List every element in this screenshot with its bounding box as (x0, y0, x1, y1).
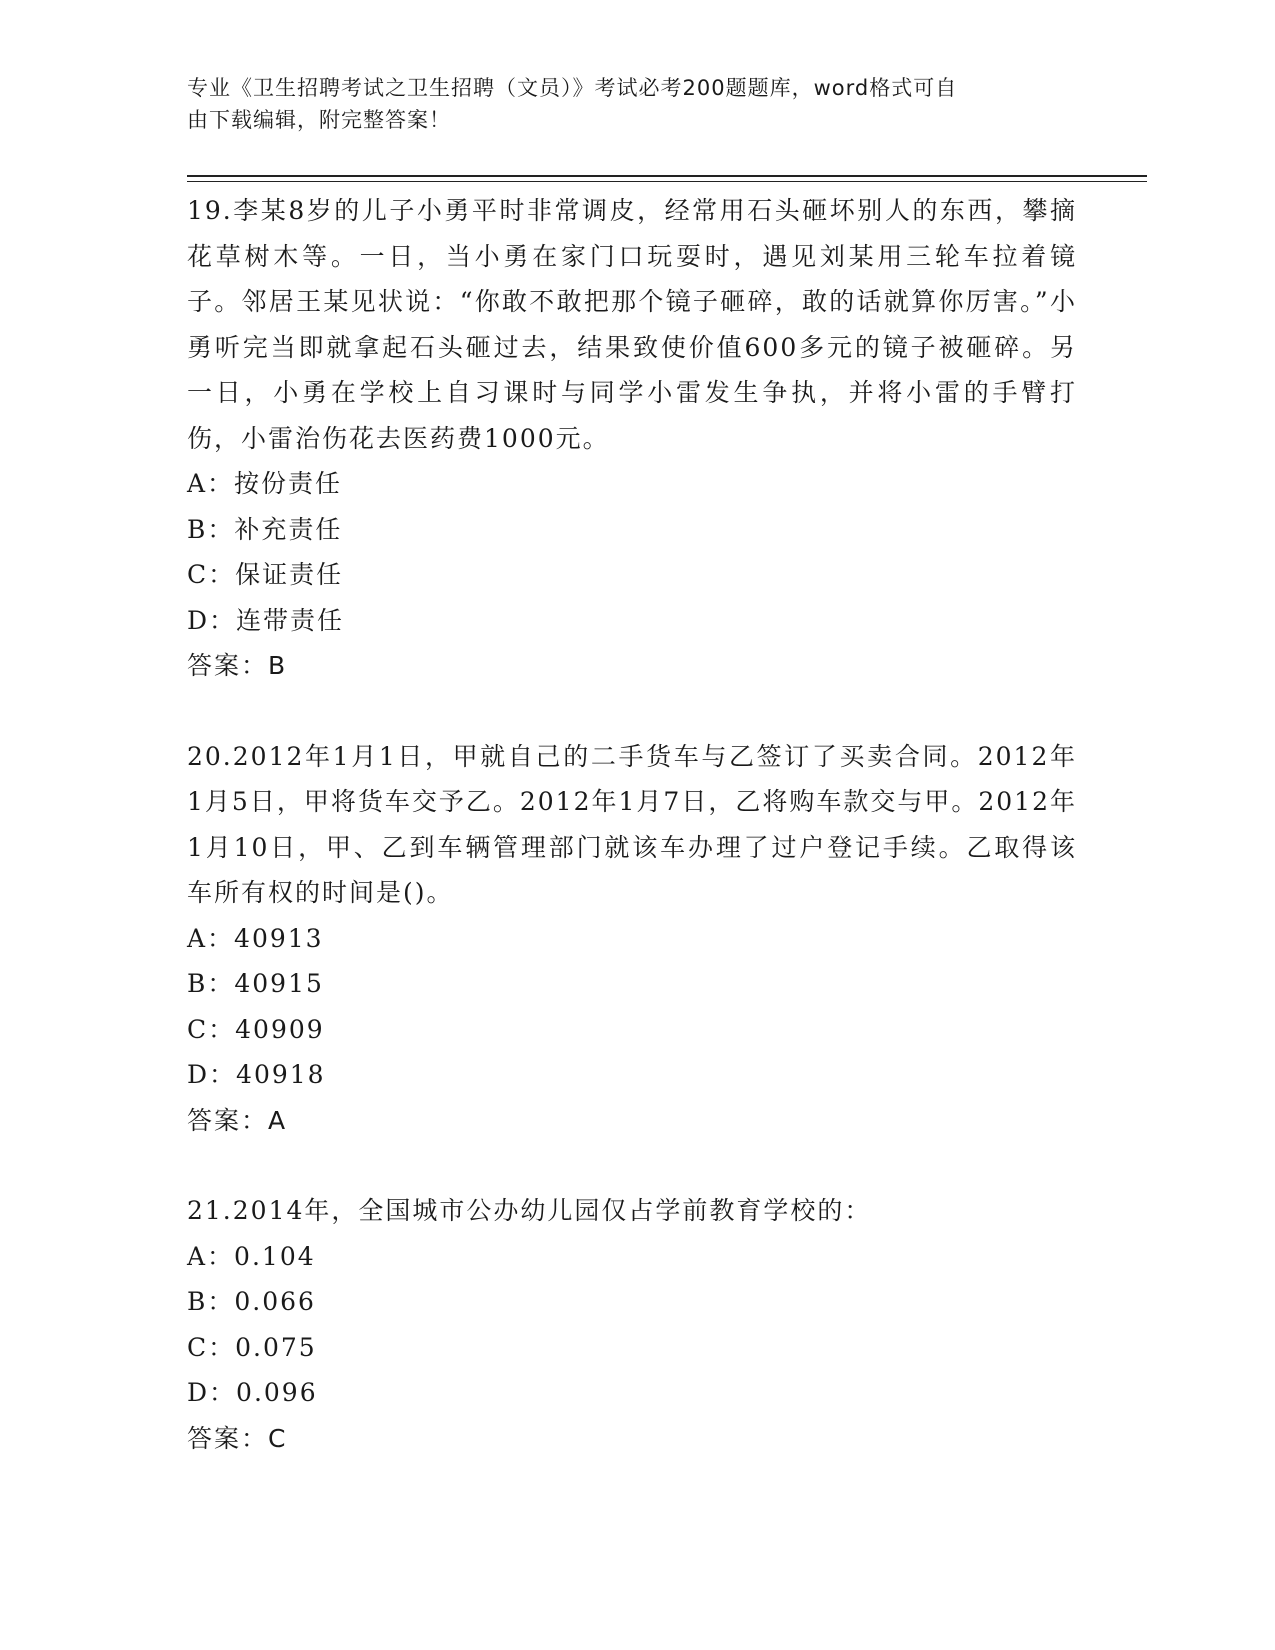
option-a: A：按份责任 (187, 469, 343, 498)
option-b: B：补充责任 (187, 514, 343, 544)
answer-line: 答案：C (187, 1423, 288, 1453)
header-line-2: 由下载编辑，附完整答案！ (187, 108, 451, 132)
option-c: C：40909 (187, 1014, 325, 1044)
question-stem: 19.李某8岁的儿子小勇平时非常调皮，经常用石头砸坏别人的东西，攀摘花草树木等。一日，当小勇在家门口玩耍时，遇见刘某用三轮车拉着镜子。邻居王某见状说：“你敢不敢把那个镜子砸碎，敢的话就算你厉害。”小勇听完当即就拿起石头砸过去，结果致使价值600多元的镜子被砸碎。另一日，小勇在学校上自习课时与同学小雷发生争执，并将小雷的手臂打伤，小雷治伤花去医药费1000元。 (187, 196, 1077, 453)
question-19 (187, 188, 1077, 689)
header-rule-thick (187, 175, 1147, 177)
option-b: B：40915 (187, 969, 324, 998)
question-20 (187, 734, 1077, 1144)
answer-line: 答案：B (187, 651, 288, 680)
question-spacer (187, 689, 1077, 734)
question-21 (187, 1188, 1077, 1461)
option-d: D：连带责任 (187, 605, 345, 635)
document-header (187, 72, 1067, 136)
option-c: C：0.075 (187, 1332, 317, 1362)
option-d: D：0.096 (187, 1378, 318, 1407)
question-stem: 21.2014年，全国城市公办幼儿园仅占学前教育学校的： (187, 1196, 872, 1225)
question-list (187, 188, 1077, 1461)
option-a: A：40913 (187, 923, 324, 953)
option-a: A：0.104 (187, 1241, 316, 1271)
header-rule-thin (187, 181, 1147, 182)
option-b: B：0.066 (187, 1287, 316, 1316)
question-stem: 20.2012年1月1日，甲就自己的二手货车与乙签订了买卖合同。2012年1月5日，甲将货车交予乙。2012年1月7日，乙将购车款交与甲。2012年1月10日，甲、乙到车辆管理部门就该车办理了过户登记手续。乙取得该车所有权的时间是()。 (187, 741, 1077, 907)
option-d: D：40918 (187, 1060, 326, 1089)
question-spacer (187, 1143, 1077, 1188)
answer-line: 答案：A (187, 1105, 288, 1135)
header-line-1: 专业《卫生招聘考试之卫生招聘（文员）》考试必考200题题库，word格式可自 (187, 76, 958, 100)
option-c: C：保证责任 (187, 560, 344, 589)
